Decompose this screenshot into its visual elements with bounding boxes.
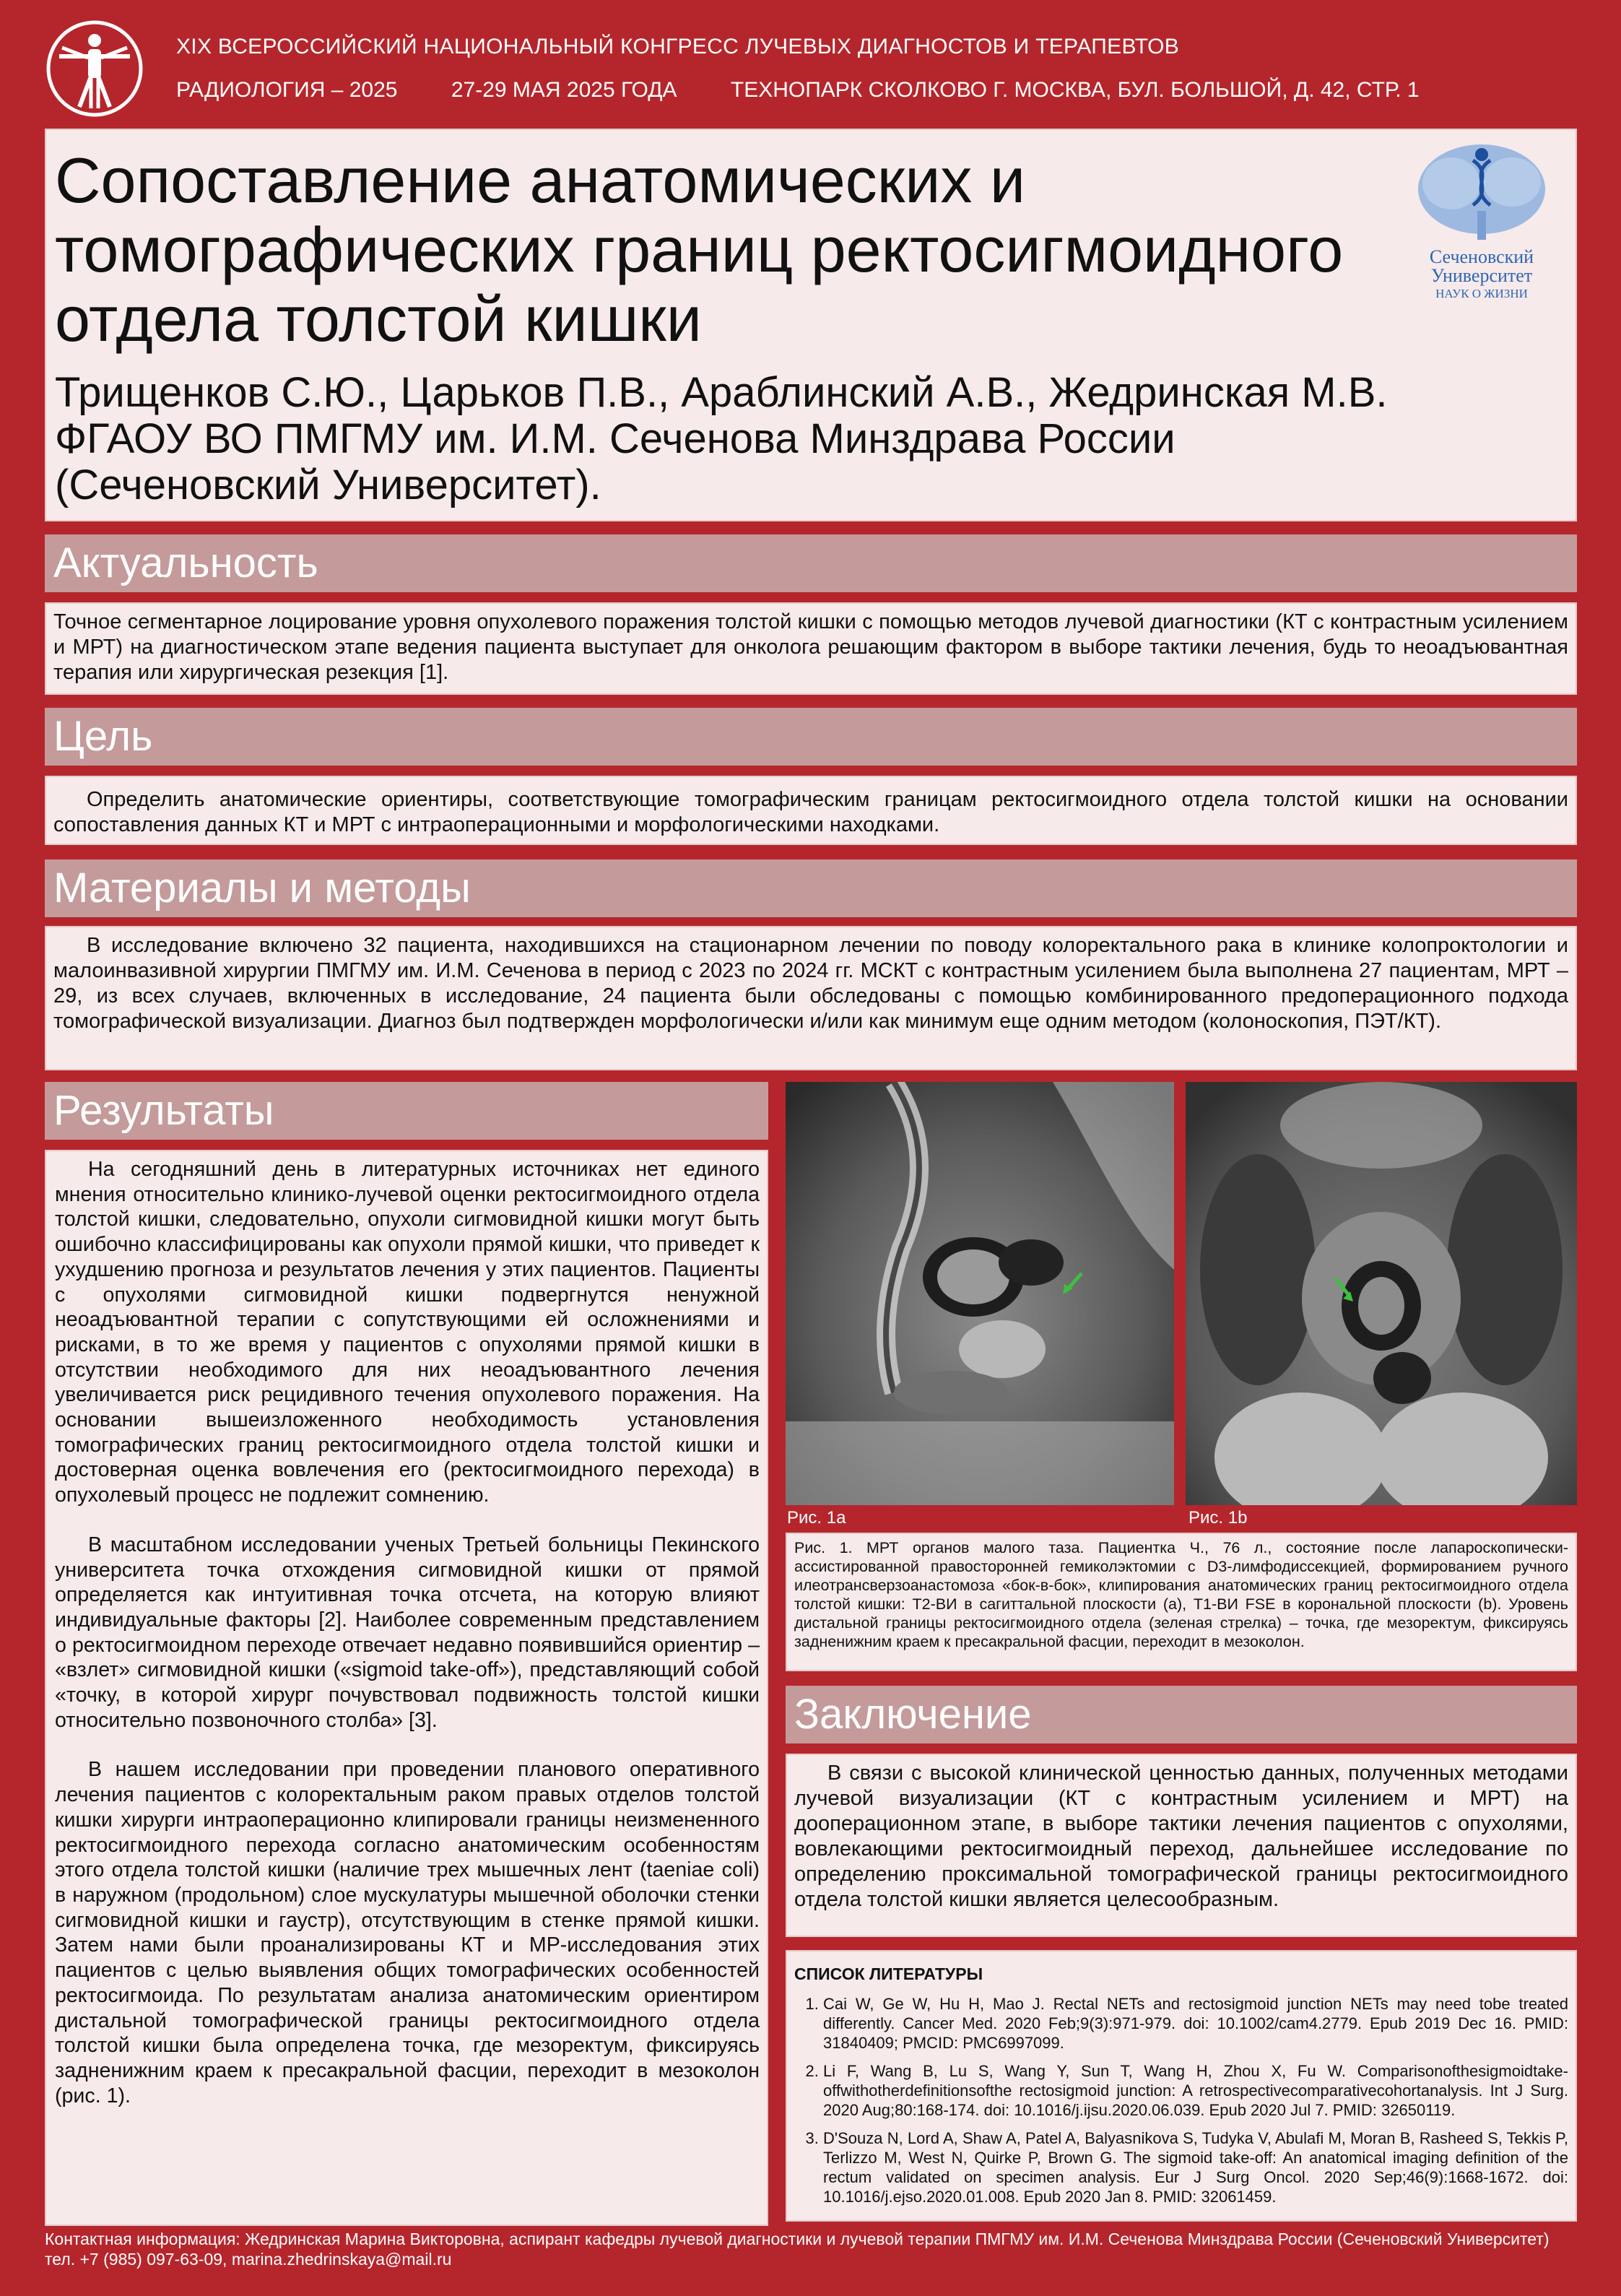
references-panel	[786, 1950, 1577, 2222]
conclusion-text: В связи с высокой клинической ценностью данных, полученных методами лучевой визуализации (КТ с контрастным усилением и МРТ) на дооперационном этапе, в выборе тактики лечения пациентов с опухолями, вовлекающими ректосигмоидный переход, дальнейшее исследование по определению проксимальной томографической границы ректосигмоидного отдела толстой кишки является целесообразным.	[794, 1762, 1568, 1911]
results-panel	[45, 1150, 768, 2226]
figure-caption	[786, 1533, 1577, 1671]
university-name-2: Университет	[1430, 265, 1533, 286]
references-heading: СПИСОК ЛИТЕРАТУРЫ	[794, 1964, 983, 1983]
affiliation: ФГАОУ ВО ПМГМУ им. И.М. Сеченова Минздрава России	[55, 415, 1175, 462]
authors-block	[55, 370, 1557, 508]
university-motto: НАУК О ЖИЗНИ	[1435, 287, 1528, 300]
methods-heading: Материалы и методы	[45, 859, 1577, 917]
poster-title: Сопоставление анатомических и томографических границ ректосигмоидного отдела толстой кишки	[55, 144, 1344, 355]
congress-name: РАДИОЛОГИЯ – 2025	[176, 78, 398, 102]
goal-heading: Цель	[45, 708, 1577, 766]
results-paragraph-1: На сегодняшний день в литературных источниках нет единого мнения относительно клинико-лучевой оценки ректосигмоидного отдела толстой кишки, следовательно, опухоли сигмовидной кишки могут быть ошибочно классифицированы как опухоли прямой кишки, что приведет к ухудшению прогноза и результатов лечения у этих пациентов. Пациенты с опухолями сигмовидной кишки подвергнутся ненужной неоадъювантной терапии с сопутствующими ей осложнениями и рисками, в то же время у пациентов с опухолями прямой кишки в отсутствии необходимого для них неоадъювантного лечения увеличивается риск рецидивного течения опухолевого поражения. На основании вышеизложенного необходимость установления томографических границ ректосигмоидного отдела толстой кишки и достоверная оценка вовлечения его (ректосигмоидного перехода) в опухолевый процесс не подлежит сомнению.	[55, 1158, 760, 1507]
relevance-panel	[45, 602, 1577, 695]
methods-panel	[45, 926, 1577, 1070]
figure-1b-label: Рис. 1b	[1188, 1508, 1248, 1528]
results-paragraph-2: В масштабном исследовании ученых Третьей больницы Пекинского университета точка отхождения сигмовидной кишки от прямой определяется как интуитивная точка отсчета, на которую влияют индивидуальные факторы [2]. Наиболее современным представлением о ректосигмоидном переходе отвечает недавно появившийся ориентир – «взлет» сигмовидной кишки («sigmoid take-off»), представляющий собой «точку, в которой хирург почувствовал подвижность толстой кишки относительно позвоночного столба» [3].	[55, 1533, 760, 1732]
results-heading: Результаты	[45, 1082, 768, 1140]
references-list	[794, 1994, 1568, 2206]
contact-info	[45, 2229, 1590, 2269]
methods-text: В исследование включено 32 пациента, находившихся на стационарном лечении по поводу колоректального рака в клинике колопроктологии и малоинвазивной хирургии ПМГМУ им. И.М. Сеченова в период с 2023 по 2024 гг. МСКТ с контрастным усилением была выполнена 27 пациентам, МРТ – 29, из всех случаев, включенных в исследование, 24 пациента были обследованы с помощью комбинированного предоперационного подхода томографической визуализации. Диагноз был подтвержден морфологически и/или как минимум еще одним методом (колоноскопия, ПЭТ/КТ).	[53, 934, 1568, 1033]
congress-dates: 27-29 МАЯ 2025 ГОДА	[451, 78, 677, 102]
conclusion-heading: Заключение	[786, 1686, 1577, 1743]
figure-caption-text: Рис. 1. МРТ органов малого таза. Пациентка Ч., 76 л., состояние после лапароскопически-ассистированной правосторонней гемиколэктомии с D3-лимфодиссекцией, формированием ручного илеотрансверзоанастомоза «бок-в-бок», клипирования анатомических границ ректосигмоидного отдела толстой кишки: Т2-ВИ в сагиттальной плоскости (a), Т1-ВИ FSE в корональной плоскости (b). Уровень дистальной границы ректосигмоидного отдела (зеленая стрелка) – точка, где мезоректум, фиксируясь задненижним краем к пресакральной фасции, переходит в мезоколон.	[794, 1539, 1568, 1650]
title-panel	[45, 129, 1577, 521]
relevance-heading: Актуальность	[45, 534, 1577, 592]
goal-text: Определить анатомические ориентиры, соответствующие томографическим границам ректосигмоидного отдела толстой кишки на основании сопоставления данных КТ и МРТ с интраоперационными и морфологическими находками.	[53, 788, 1568, 836]
results-paragraph-3: В нашем исследовании при проведении планового оперативного лечения пациентов с колоректальным раком правых отделов толстой кишки хирурги интраоперационно клипировали границы неизмененного ректосигмоидного перехода согласно анатомическим особенностям этого отдела толстой кишки (наличие трех мышечных лент (taeniae coli) в наружном (продольном) слое мускулатуры мышечной оболочки стенки сигмовидной кишки и гаустр), отсутствующим в стенке прямой кишки. Затем нами были проанализированы КТ и МР-исследования этих пациентов с целью выявления общих томографических особенностей ректосигмоида. По результатам анализа анатомическим ориентиром дистальной томографической границы ректосигмоидного отдела толстой кишки была определена точка, где мезоректум, фиксируясь задненижним краем к пресакральной фасции, переходит в мезоколон (рис. 1).	[55, 1758, 760, 2107]
reference-item: 2. Li F, Wang B, Lu S, Wang Y, Sun T, Wang H, Zhou X, Fu W. Comparisonofthesigmoidtake-offwithotherdefinitionsofthe rectosigmoid junction: A retrospectivecomparativecohortanalysis. Int J Surg. 2020 Aug;80:168-174. doi: 10.1016/j.ijsu.2020.06.039. Epub 2020 Jul 7. PMID: 32650119.	[823, 2061, 1568, 2120]
figure-1a-label: Рис. 1a	[787, 1508, 846, 1528]
relevance-text: Точное сегментарное лоцирование уровня опухолевого поражения толстой кишки с помощью методов лучевой диагностики (КТ с контрастным усилением и МРТ) на диагностическом этапе ведения пациента выступает для онколога решающим фактором в выборе тактики лечения, будь то неоадъювантная терапия или хирургическая резекция [1].	[53, 610, 1568, 684]
university-name-1: Сеченовский	[1429, 246, 1534, 267]
goal-panel	[45, 776, 1577, 845]
vitruvian-figure-icon	[45, 19, 144, 118]
tree-dna-icon	[1418, 144, 1545, 240]
congress-title: XIX ВСЕРОССИЙСКИЙ НАЦИОНАЛЬНЫЙ КОНГРЕСС ЛУЧЕВЫХ ДИАГНОСТОВ И ТЕРАПЕВТОВ	[176, 35, 1180, 59]
mri-coronal-image	[1186, 1082, 1577, 1505]
contact-line-1: Контактная информация: Жедринская Марина Викторовна, аспирант кафедры лучевой диагностики и лучевой терапии ПМГМУ им. И.М. Сеченова Минздрава России (Сеченовский Университет)	[45, 2230, 1550, 2248]
congress-info	[176, 78, 1548, 103]
university-logo	[1409, 139, 1554, 305]
mri-sagittal-image	[786, 1082, 1174, 1505]
reference-item: 3. D'Souza N, Lord A, Shaw A, Patel A, Balyasnikova S, Tudyka V, Abulafi M, Moran B, Rasheed S, Tekkis P, Terlizzo M, West N, Quirke P, Brown G. The sigmoid take-off: An anatomical imaging definition of the rectum validated on specimen analysis. Eur J Surg Oncol. 2020 Sep;46(9):1668-1672. doi: 10.1016/j.ejso.2020.01.008. Epub 2020 Jan 8. PMID: 32061459.	[823, 2128, 1568, 2206]
congress-logo	[45, 19, 144, 118]
conclusion-panel	[786, 1754, 1577, 1937]
reference-item: 1. Cai W, Ge W, Hu H, Mao J. Rectal NETs and rectosigmoid junction NETs may need tobe treated differently. Cancer Med. 2020 Feb;9(3):971-979. doi: 10.1002/cam4.2779. Epub 2019 Dec 16. PMID: 31840409; PMCID: PMC6997099.	[823, 1994, 1568, 2053]
contact-line-2: тел. +7 (985) 097-63-09, marina.zhedrinskaya@mail.ru	[45, 2250, 452, 2269]
affiliation-2: (Сеченовский Университет).	[55, 462, 601, 508]
congress-venue: ТЕХНОПАРК СКОЛКОВО Г. МОСКВА, БУЛ. БОЛЬШОЙ, Д. 42, СТР. 1	[730, 78, 1420, 102]
authors: Трищенков С.Ю., Царьков П.В., Араблинский А.В., Жедринская М.В.	[55, 369, 1388, 416]
